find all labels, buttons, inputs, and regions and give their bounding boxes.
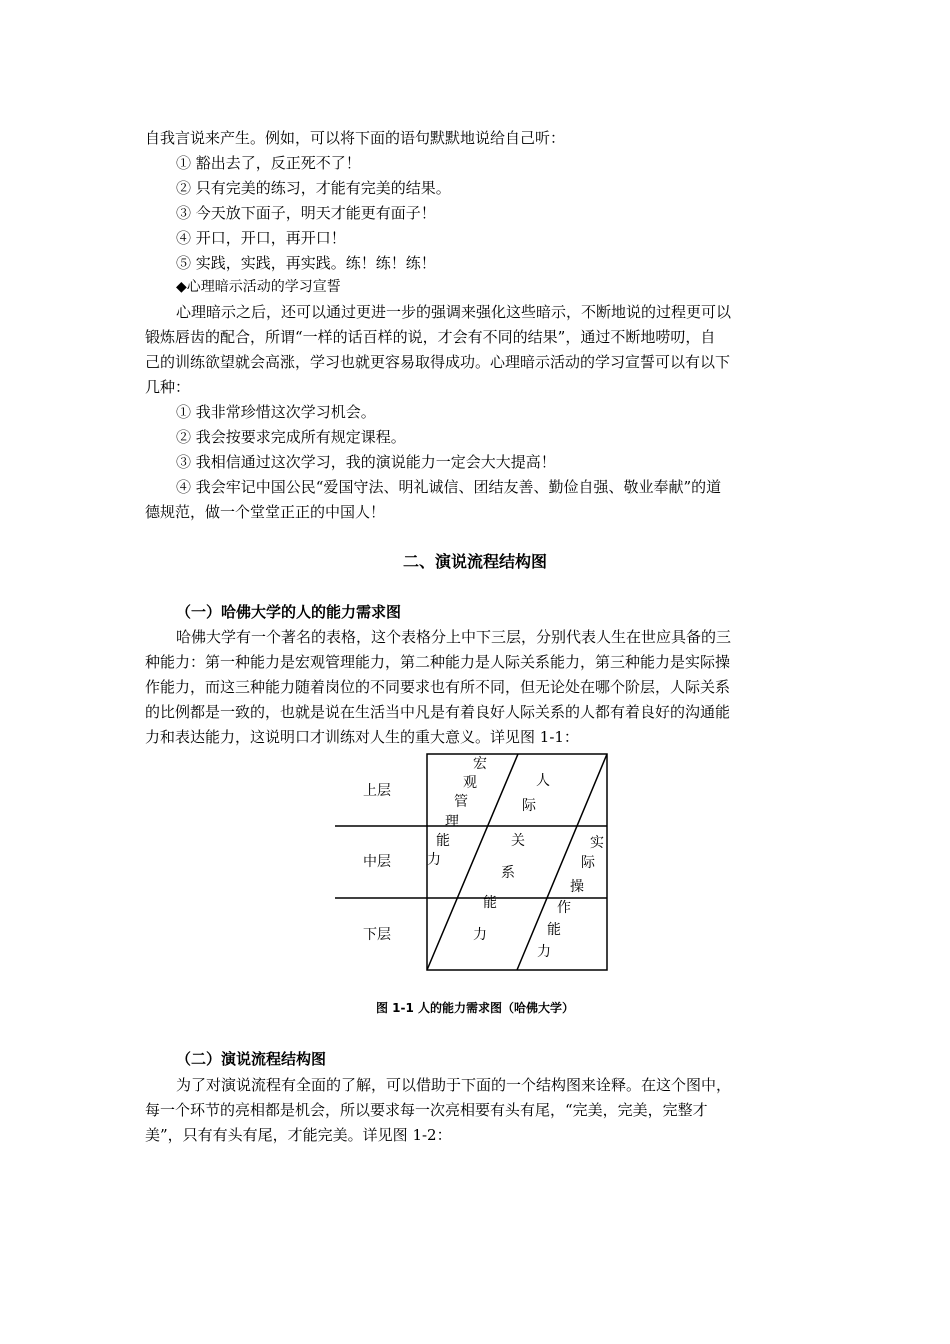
intro-line: 自我言说来产生。例如，可以将下面的语句默默地说给自己听： xyxy=(145,129,566,147)
ops-char-1: 实 xyxy=(590,835,604,851)
affirmation-3: ③ 今天放下面子，明天才能更有面子！ xyxy=(176,204,436,222)
ability-requirement-figure xyxy=(330,748,615,978)
oath-2: ② 我会按要求完成所有规定课程。 xyxy=(176,428,406,446)
oath-4-line-1: ④ 我会牢记中国公民“爱国守法、明礼诚信、团结友善、勤俭自强、敬业奉献”的道 xyxy=(176,478,722,496)
oath-title: ◆心理暗示活动的学习宣誓 xyxy=(176,279,341,295)
sub2-para-line-2: 每一个环节的亮相都是机会，所以要求每一次亮相要有头有尾，“完美，完美，完整才 xyxy=(145,1101,708,1119)
figure-caption: 图 1-1 人的能力需求图（哈佛大学） xyxy=(375,1001,575,1015)
row-label-middle: 中层 xyxy=(363,854,391,870)
affirmation-4: ④ 开口，开口，再开口！ xyxy=(176,229,346,247)
oath-para-line-1: 心理暗示之后，还可以通过更进一步的强调来强化这些暗示，不断地说的过程更可以 xyxy=(176,303,732,321)
inter-char-3: 关 xyxy=(511,833,525,849)
inter-char-5: 能 xyxy=(483,895,497,911)
sub1-para-line-3: 作能力，而这三种能力随着岗位的不同要求也有所不同，但无论处在哪个阶层，人际关系 xyxy=(145,678,731,696)
inter-char-6: 力 xyxy=(473,927,487,943)
subsection-1-title: （一）哈佛大学的人的能力需求图 xyxy=(176,603,402,621)
oath-para-line-4: 几种： xyxy=(145,378,191,396)
sub1-para-line-5: 力和表达能力，这说明口才训练对人生的重大意义。详见图 1-1： xyxy=(145,728,579,746)
sub1-para-line-4: 的比例都是一致的，也就是说在生活当中凡是有着良好人际关系的人都有着良好的沟通能 xyxy=(145,703,731,721)
inter-char-1: 人 xyxy=(536,773,550,789)
sub1-para-line-1: 哈佛大学有一个著名的表格，这个表格分上中下三层，分别代表人生在世应具备的三 xyxy=(176,628,732,646)
ops-char-3: 操 xyxy=(570,879,584,895)
affirmation-5: ⑤ 实践，实践，再实践。练！练！练！ xyxy=(176,254,436,272)
macro-char-5: 能 xyxy=(436,833,450,849)
macro-char-2: 观 xyxy=(463,775,477,791)
ops-char-5: 能 xyxy=(547,922,561,938)
oath-3: ③ 我相信通过这次学习，我的演说能力一定会大大提高！ xyxy=(176,453,556,471)
affirmation-2: ② 只有完美的练习，才能有完美的结果。 xyxy=(176,179,451,197)
oath-para-line-3: 己的训练欲望就会高涨，学习也就更容易取得成功。心理暗示活动的学习宣誓可以有以下 xyxy=(145,353,731,371)
row-label-upper: 上层 xyxy=(363,783,391,799)
oath-1: ① 我非常珍惜这次学习机会。 xyxy=(176,403,376,421)
sub1-para-line-2: 种能力：第一种能力是宏观管理能力，第二种能力是人际关系能力，第三种能力是实际操 xyxy=(145,653,731,671)
affirmation-1: ① 豁出去了，反正死不了！ xyxy=(176,154,361,172)
section-title: 二、演说流程结构图 xyxy=(402,552,547,571)
sub2-para-line-1: 为了对演说流程有全面的了解，可以借助于下面的一个结构图来诠释。在这个图中， xyxy=(176,1076,732,1094)
figure-frame xyxy=(427,754,607,970)
macro-char-6: 力 xyxy=(427,852,441,868)
row-label-lower: 下层 xyxy=(363,927,391,943)
inter-char-4: 系 xyxy=(501,865,515,881)
inter-char-2: 际 xyxy=(522,798,536,814)
macro-char-1: 宏 xyxy=(473,756,487,772)
subsection-2-title: （二）演说流程结构图 xyxy=(176,1050,327,1068)
macro-char-4: 理 xyxy=(445,814,459,830)
ops-char-6: 力 xyxy=(537,944,551,960)
macro-char-3: 管 xyxy=(454,794,468,810)
oath-para-line-2: 锻炼唇齿的配合，所谓“一样的话百样的说，才会有不同的结果”，通过不断地唠叨，自 xyxy=(145,328,716,346)
ops-char-4: 作 xyxy=(557,900,571,916)
ops-char-2: 际 xyxy=(581,855,595,871)
oath-4-line-2: 德规范，做一个堂堂正正的中国人！ xyxy=(145,503,386,521)
sub2-para-line-3: 美”，只有有头有尾，才能完美。详见图 1-2： xyxy=(145,1126,452,1144)
